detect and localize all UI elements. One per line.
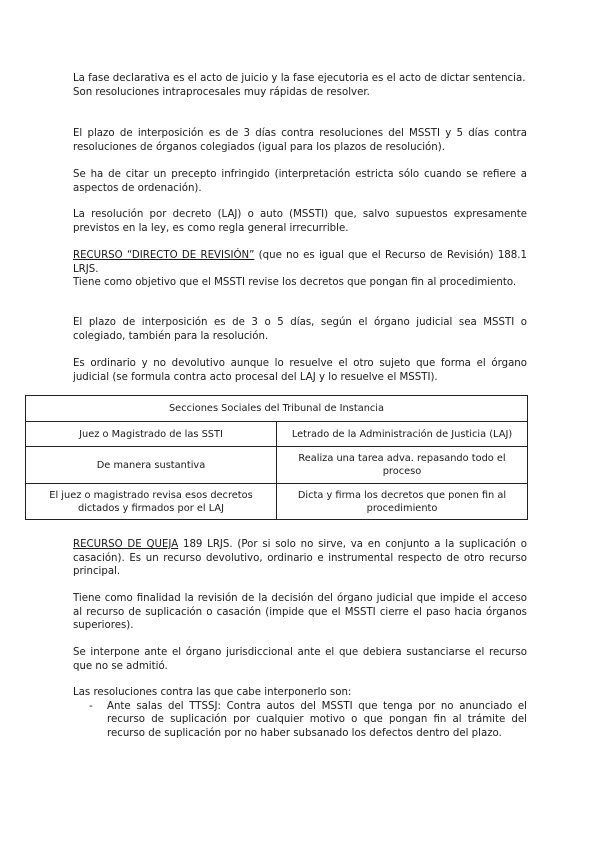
paragraph-plazo-3-5-dias: El plazo de interposición es de 3 o 5 días, según el órgano judicial sea MSSTI o colegiado, también para la resolución. bbox=[73, 317, 527, 342]
section-heading-directo-revision: RECURSO “DIRECTO DE REVISIÓN” bbox=[73, 250, 255, 261]
list-dash: - bbox=[89, 700, 93, 712]
table-cell: De manera sustantiva bbox=[26, 447, 277, 484]
table-title: Secciones Sociales del Tribunal de Instancia bbox=[26, 396, 528, 422]
table-title-row bbox=[26, 396, 528, 422]
paragraph-recurso-directo-revision bbox=[73, 249, 527, 290]
paragraph-resolucion-decreto: La resolución por decreto (LAJ) o auto (MSSTI) que, salvo supuestos expresamente previstos en la ley, es como regla general irrecurrible. bbox=[73, 209, 527, 234]
paragraph-text: Tiene como objetivo que el MSSTI revise los decretos que pongan fin al procedimiento. bbox=[73, 277, 517, 288]
list-item bbox=[73, 700, 527, 741]
paragraph-text: (que no es igual que el Recurso de Revisión) 188.1 LRJS. bbox=[73, 250, 527, 275]
paragraph-finalidad-queja: Tiene como finalidad la revisión de la decisión del órgano judicial que impide el acceso al recurso de suplicación o casación (impide que el MSSTI cierre el paso hacia órganos superiores). bbox=[73, 593, 527, 631]
paragraph-fase-declarativa bbox=[73, 72, 527, 99]
table-header-row bbox=[26, 422, 528, 447]
comparison-table bbox=[25, 395, 528, 520]
paragraph-text: Son resoluciones intraprocesales muy rápidas de resolver. bbox=[73, 86, 370, 98]
list-item-text: Ante salas del TTSSJ: Contra autos del MSSTI que tenga por no anunciado el recurso de suplicación por cualquier motivo o que pongan fin al trámite del recurso de suplicación por no haber subsanado los defectos dentro del plazo. bbox=[107, 700, 527, 739]
table-header-cell: Juez o Magistrado de las SSTI bbox=[26, 422, 277, 447]
table-cell: Realiza una tarea adva. repasando todo el proceso bbox=[277, 447, 528, 484]
paragraph-plazo-interposicion: El plazo de interposición es de 3 días contra resoluciones del MSSTI y 5 días contra resoluciones de órganos colegiados (igual para los plazos de resolución). bbox=[73, 128, 527, 153]
table-row bbox=[26, 484, 528, 520]
paragraph-interposicion-queja: Se interpone ante el órgano jurisdiccional ante el que debiera sustanciarse el recurso que no se admitió. bbox=[73, 647, 527, 672]
paragraph-ordinario-no-devolutivo: Es ordinario y no devolutivo aunque lo resuelve el otro sujeto que forma el órgano judicial (se formula contra acto procesal del LAJ y lo resuelve el MSSTI). bbox=[73, 358, 527, 383]
list-lead-text: Las resoluciones contra las que cabe interponerlo son: bbox=[73, 687, 352, 698]
section-heading-queja: RECURSO DE QUEJA bbox=[73, 539, 179, 550]
paragraph-recurso-queja bbox=[73, 538, 527, 579]
table-cell: Dicta y firma los decretos que ponen fin al procedimiento bbox=[277, 484, 528, 520]
table-cell: El juez o magistrado revisa esos decretos dictados y firmados por el LAJ bbox=[26, 484, 277, 520]
resoluciones-list bbox=[73, 686, 527, 740]
table-header-cell: Letrado de la Administración de Justicia (LAJ) bbox=[277, 422, 528, 447]
paragraph-precepto-infringido: Se ha de citar un precepto infringido (interpretación estricta sólo cuando se refiere a aspectos de ordenación). bbox=[73, 169, 527, 194]
paragraph-text: La fase declarativa es el acto de juicio y la fase ejecutoria es el acto de dictar sentencia. bbox=[73, 73, 526, 84]
table-row bbox=[26, 447, 528, 484]
paragraph-text: 189 LRJS. (Por si solo no sirve, va en conjunto a la suplicación o casación). Es un recurso devolutivo, ordinario e instrumental respecto de otro recurso principal. bbox=[73, 539, 527, 577]
